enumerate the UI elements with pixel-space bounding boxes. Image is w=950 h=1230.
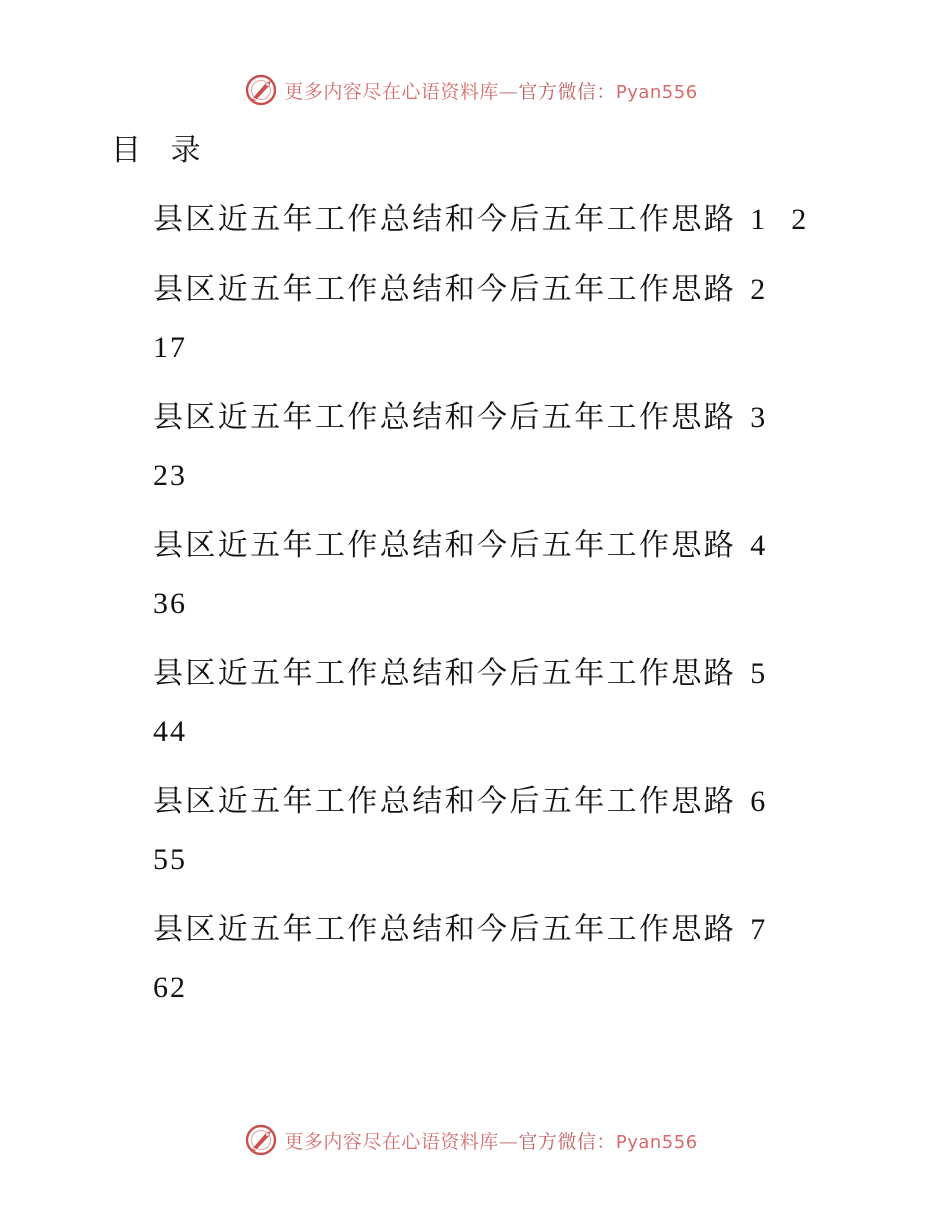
toc-entry-5[interactable]	[153, 652, 923, 754]
header-banner-separator: —	[498, 80, 519, 103]
header-banner	[0, 70, 950, 110]
header-banner-content	[244, 73, 697, 107]
toc-entry-number: 2	[750, 273, 766, 306]
toc-entry-page: 44	[153, 715, 187, 748]
toc-entry-number: 1	[750, 203, 766, 236]
toc-entry-title: 县区近五年工作总结和今后五年工作思路	[153, 784, 737, 819]
toc-entry-line	[153, 524, 923, 568]
toc-entry-2[interactable]	[153, 268, 923, 370]
toc-entry-line	[153, 780, 923, 824]
toc-entry-page: 17	[153, 331, 187, 364]
header-banner-wechat-id: Pyan556	[615, 81, 698, 103]
toc-heading: 目 录	[111, 133, 211, 168]
toc-entry-title: 县区近五年工作总结和今后五年工作思路	[153, 400, 737, 435]
pen-nib-logo-icon	[244, 73, 278, 107]
footer-banner-wechat-id: Pyan556	[615, 1131, 698, 1153]
header-banner-label: 官方微信：	[518, 80, 616, 103]
toc-entry-line	[153, 268, 923, 312]
toc-entry-1[interactable]	[153, 198, 923, 242]
toc-entry-page: 36	[153, 587, 187, 620]
footer-banner-separator: —	[498, 1130, 519, 1153]
toc-entry-4[interactable]	[153, 524, 923, 626]
toc-entry-page: 55	[153, 843, 187, 876]
header-banner-text	[284, 77, 697, 104]
toc-entry-number: 6	[750, 785, 766, 818]
toc-entry-line	[153, 908, 923, 952]
toc-entry-title: 县区近五年工作总结和今后五年工作思路	[153, 528, 737, 563]
toc-entry-title: 县区近五年工作总结和今后五年工作思路	[153, 272, 737, 307]
toc-entry-7[interactable]	[153, 908, 923, 1010]
toc-entry-number: 7	[750, 913, 766, 946]
pen-nib-logo-icon	[244, 1123, 278, 1157]
toc-entry-title: 县区近五年工作总结和今后五年工作思路	[153, 656, 737, 691]
toc-entry-page: 2	[791, 203, 807, 236]
toc-entry-6[interactable]	[153, 780, 923, 882]
footer-banner-main: 更多内容尽在心语资料库	[284, 1130, 499, 1153]
footer-banner	[0, 1120, 950, 1160]
header-banner-main: 更多内容尽在心语资料库	[284, 80, 499, 103]
footer-banner-text	[284, 1127, 697, 1154]
toc-entry-page: 62	[153, 971, 187, 1004]
footer-banner-label: 官方微信：	[518, 1130, 616, 1153]
toc-entry-line	[153, 652, 923, 696]
toc-entry-number: 5	[750, 657, 766, 690]
toc-entry-number: 4	[750, 529, 766, 562]
toc-entry-3[interactable]	[153, 396, 923, 498]
toc-entry-line	[153, 396, 923, 440]
toc-entry-line	[153, 198, 923, 242]
toc-list	[153, 198, 923, 1036]
toc-entry-title: 县区近五年工作总结和今后五年工作思路	[153, 912, 737, 947]
toc-entry-title: 县区近五年工作总结和今后五年工作思路	[153, 202, 737, 237]
toc-entry-number: 3	[750, 401, 766, 434]
footer-banner-content	[244, 1123, 697, 1157]
toc-entry-page: 23	[153, 459, 187, 492]
